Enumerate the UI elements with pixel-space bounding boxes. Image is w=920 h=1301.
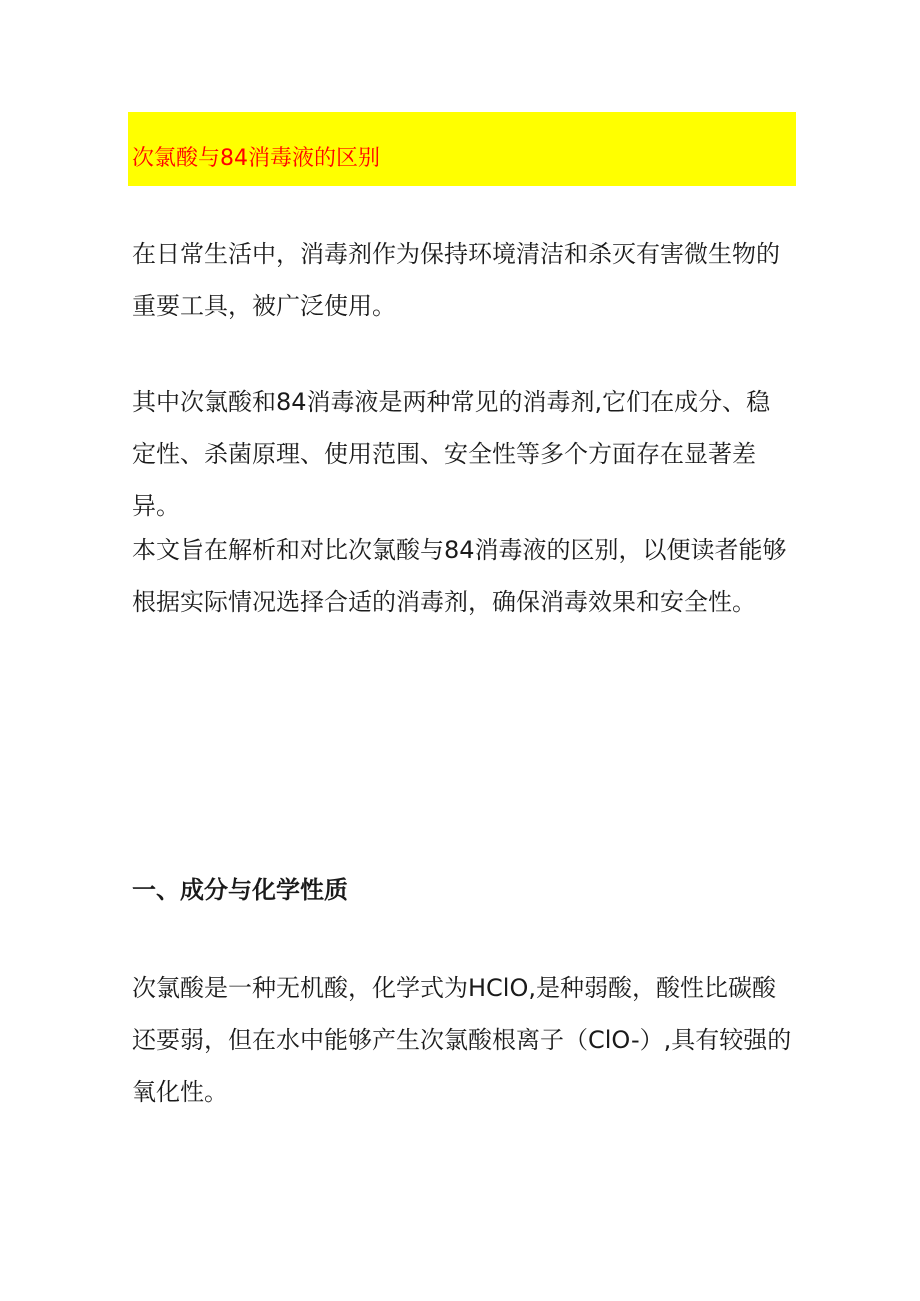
intro-paragraph-3: 本文旨在解析和对比次氯酸与84消毒液的区别，以便读者能够根据实际情况选择合适的消毒剂，确保消毒效果和安全性。 (132, 536, 787, 616)
section-paragraph: 次氯酸是一种无机酸，化学式为HClO,是种弱酸，酸性比碳酸还要弱，但在水中能够产生次氯酸根离子（ClO-）,具有较强的氧化性。 (132, 974, 792, 1106)
intro-paragraph-2: 其中次氯酸和84消毒液是两种常见的消毒剂,它们在成分、稳定性、杀菌原理、使用范围、安全性等多个方面存在显著差异。 (132, 388, 771, 520)
intro-paragraph-1: 在日常生活中，消毒剂作为保持环境清洁和杀灭有害微生物的重要工具，被广泛使用。 (132, 240, 780, 320)
title-highlight-band (128, 112, 796, 186)
section-heading: 一、成分与化学性质 (132, 876, 348, 904)
document-title: 次氯酸与84消毒液的区别 (132, 146, 380, 171)
